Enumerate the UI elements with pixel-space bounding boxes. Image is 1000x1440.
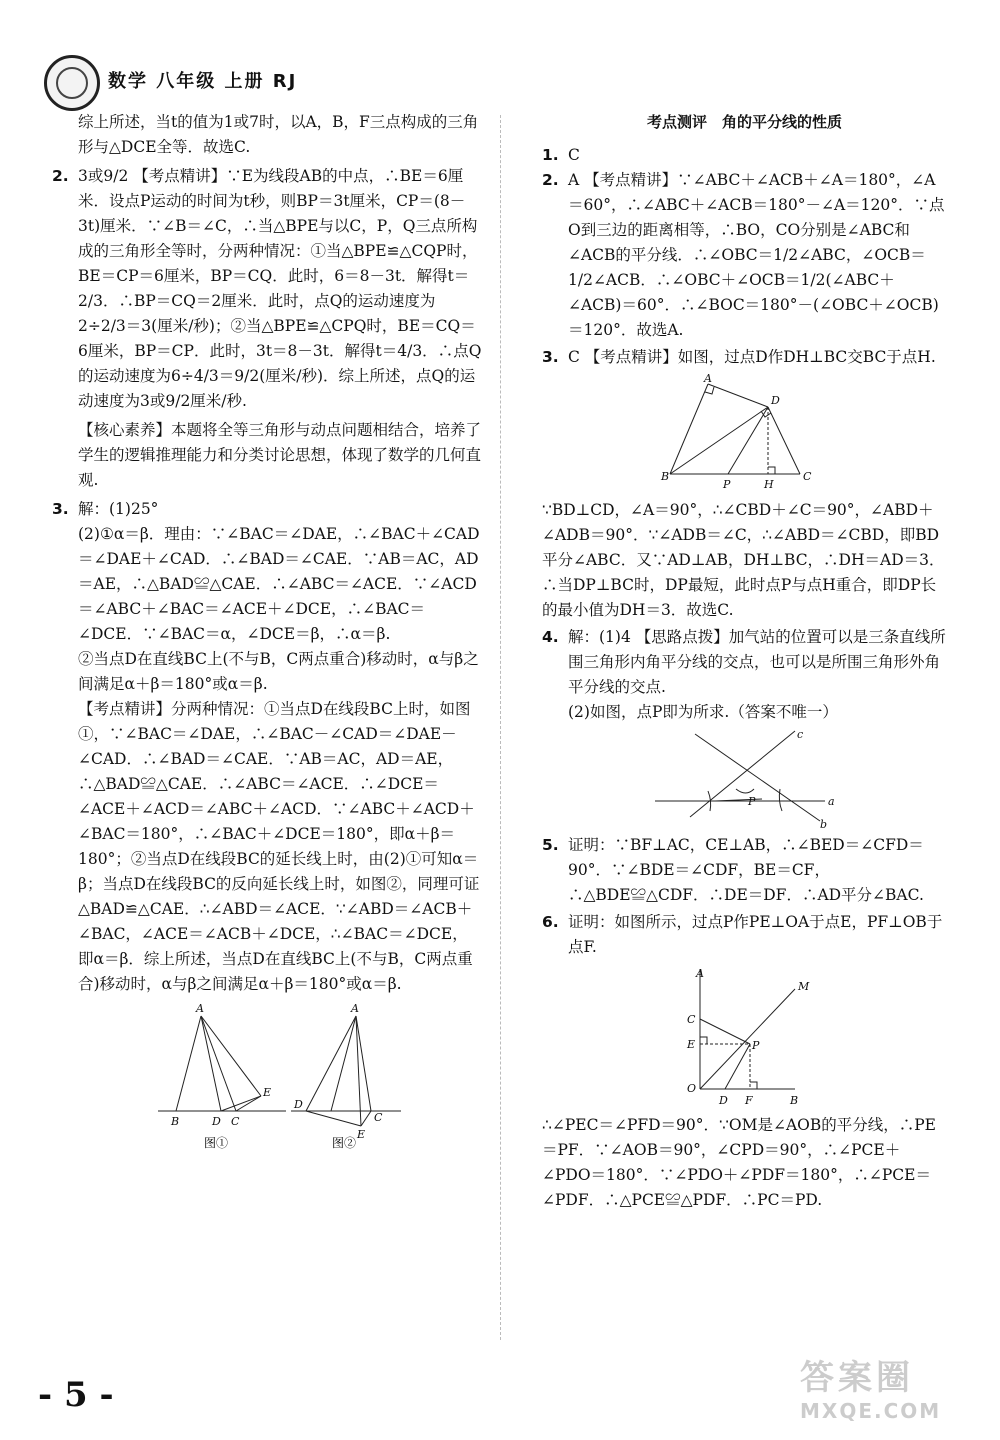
section-title: 考点测评 角的平分线的性质 (646, 113, 842, 131)
point-label: H (763, 478, 774, 491)
answer-paragraph: (2)如图，点P即为所求.（答案不唯一） (568, 703, 838, 721)
point-label: B (660, 470, 669, 483)
question-4-answer (542, 625, 947, 725)
answer-paragraph: ∵BD⊥CD，∠A＝90°，∴∠CBD＋∠C＝90°，∠ABD＋∠ADB＝90°．∵∠ADB＝∠C，∴∠ABD＝∠CBD，即BD平分∠ABC．又∵AD⊥AB，DH⊥BC，∴DH＝AD＝3．∴当DP⊥BC时，DP最短，此时点P与点H重合，即DP长的最小值为DH＝3．故选C. (542, 501, 945, 619)
question-number: 3. (542, 348, 559, 366)
point-label: B (789, 1094, 798, 1107)
question-2-answer (542, 168, 947, 343)
answer-paragraph: C 【考点精讲】如图，过点D作DH⊥BC交BC于点H. (568, 348, 936, 366)
point-label: P (747, 795, 755, 808)
point-label: E (686, 1038, 695, 1051)
point-label: E (356, 1128, 365, 1141)
point-label: D (211, 1115, 221, 1128)
figure-caption: 图① (203, 1136, 228, 1150)
answer-paragraph: 【考点精讲】分两种情况：①当点D在线段BC上时，如图①，∵∠BAC＝∠DAE，∴∠BAC－∠CAD＝∠DAE－∠CAD．∴∠BAD＝∠CAE．∵AB＝AC，AD＝AE，∴△BAD≌△CAE．∴∠ABC＝∠ACE．∴∠DCE＝∠ACE＋∠ACD＝∠ABC＋∠ACD．∵∠ABC＋∠ACD＋∠BAC＝180°，∴∠BAC＋∠DCE＝180°，即α＋β＝180°；②当点D在线段BC的延长线上时，由(2)①可知α＝β；当点D在线段BC的反向延长线上时，如图②，同理可证△BAD≌△CAE．∴∠ABD＝∠ACE．∵∠ABD＝∠ACB＋∠BAC，∠ACE＝∠ACB＋∠DCE，∴∠BAC＝∠DCE，即α＝β．综上所述，当点D在直线BC上(不与B，C两点重合)移动时，α与β之间满足α＋β＝180°或α＝β. (78, 700, 480, 993)
point-label: B (170, 1115, 179, 1128)
column-divider (500, 115, 501, 1340)
angle-bisector-figure (670, 964, 820, 1109)
point-label: D (293, 1098, 303, 1111)
point-label: O (686, 1082, 696, 1095)
point-label: C (686, 1013, 695, 1026)
header-title: 数学 八年级 上册 RJ (108, 71, 298, 92)
answer-paragraph: A 【考点精讲】∵∠ABC＋∠ACB＋∠A＝180°，∠A＝60°，∴∠ABC＋∠ACB＝180°－∠A＝120°．∵点O到三边的距离相等，∴BO，CO分别是∠ABC和∠ACB的平分线．∴∠OBC＝1/2∠ABC，∠OCB＝1/2∠ACB．∴∠OBC＋∠OCB＝1/2(∠ABC＋∠ACB)＝60°．∴∠BOC＝180°－(∠OBC＋∠OCB)＝120°．故选A. (568, 171, 945, 339)
point-label: D (770, 394, 780, 407)
figure-caption: 图② (331, 1136, 356, 1150)
question-number: 5. (542, 836, 559, 854)
point-label: E (262, 1086, 271, 1099)
answer-paragraph: ∴∠PEC＝∠PFD＝90°．∵OM是∠AOB的平分线，∴PE＝PF．∵∠AOB＝90°，∠CPD＝90°，∴∠PCE＋∠PDO＝180°．∵∠PDO＋∠PDF＝180°，∴∠PCE＝∠PDF．∴△PCE≌△PDF．∴PC＝PD. (542, 1116, 936, 1209)
point-label: c (796, 729, 803, 741)
question-1-answer (542, 143, 947, 168)
answer-paragraph: ②当点D在直线BC上(不与B，C两点重合)移动时，α与β之间满足α＋β＝180°或α＝β. (78, 650, 479, 693)
answer-paragraph: C (568, 146, 580, 164)
answer-paragraph: 综上所述，当t的值为1或7时，以A，B，F三点构成的三角形与△DCE全等．故选C. (78, 113, 479, 156)
page-header (40, 55, 960, 115)
answer-paragraph: 证明：∵BF⊥AC，CE⊥AB，∴∠BED＝∠CFD＝90°．∵∠BDE＝∠CDF，BE＝CF，∴△BDE≌△CDF．∴DE＝DF．∴AD平分∠BAC. (568, 836, 924, 904)
triangle-abc-figure (660, 374, 830, 494)
question-5-answer (542, 833, 947, 908)
point-label: M (797, 980, 809, 993)
right-column (542, 110, 947, 1213)
point-label: F (744, 1094, 753, 1107)
point-label: C (230, 1115, 239, 1128)
point-label: b (819, 818, 827, 829)
answer-paragraph: (2)①α＝β．理由：∵∠BAC＝∠DAE，∴∠BAC＋∠CAD＝∠DAE＋∠CAD．∴∠BAD＝∠CAE．∵AB＝AC，AD＝AE，∴△BAD≌△CAE．∴∠ABC＝∠ACE．∵∠ACD＝∠ABC＋∠BAC＝∠ACE＋∠DCE，∴∠BAC＝∠DCE．∵∠BAC＝α，∠DCE＝β，∴α＝β. (78, 525, 480, 643)
answer-paragraph: 解：(1)4 【思路点拨】加气站的位置可以是三条直线所围三角形内角平分线的交点，也可以是所围三角形外角平分线的交点. (568, 628, 946, 696)
point-label: A (695, 967, 704, 980)
question-number: 6. (542, 913, 559, 931)
question-number: 2. (542, 171, 559, 189)
three-lines-figure (650, 729, 840, 829)
page-number: - 5 - (38, 1375, 114, 1415)
point-label: A (195, 1002, 204, 1015)
watermark-url: MXQE.COM (800, 1399, 942, 1423)
answer-paragraph: 3或9/2 【考点精讲】∵E为线段AB的中点，∴BE＝6厘米．设点P运动的时间为t秒，则BP＝3t厘米，CP＝(8－3t)厘米．∵∠B＝∠C，∴当△BPE与以C，P，Q三点所构成的三角形全等时，分两种情况：①当△BPE≌△CQP时，BE＝CP＝6厘米，BP＝CQ．此时，6＝8－3t．解得t＝2/3．∴BP＝CQ＝2厘米．此时，点Q的运动速度为2÷2/3＝3(厘米/秒)；②当△BPE≌△CPQ时，BE＝CQ＝6厘米，BP＝CP．此时，3t＝8－3t．解得t＝4/3．∴点Q的运动速度为6÷4/3＝9/2(厘米/秒)．综上所述，点Q的运动速度为3或9/2厘米/秒. (78, 167, 482, 410)
question-number: 4. (542, 628, 559, 646)
point-label: P (722, 478, 730, 491)
point-label: P (751, 1039, 759, 1052)
watermark-text: 答案圈 (800, 1358, 914, 1398)
answer-paragraph: 解：(1)25° (78, 500, 159, 518)
book-logo-icon (44, 55, 100, 111)
core-literacy-note: 【核心素养】本题将全等三角形与动点问题相结合，培养了学生的逻辑推理能力和分类讨论思想，体现了数学的几何直观. (78, 421, 482, 489)
question-6-answer (542, 910, 947, 960)
point-label: A (350, 1002, 359, 1015)
question-2-answer (52, 164, 483, 414)
triangle-figures-1-2 (156, 1001, 406, 1151)
answer-paragraph: 证明：如图所示，过点P作PE⊥OA于点E，PF⊥OB于点F. (568, 913, 943, 956)
question-3-answer (52, 497, 483, 997)
question-number: 1. (542, 146, 559, 164)
question-number: 3. (52, 500, 69, 518)
point-label: C (802, 470, 811, 483)
point-label: a (827, 795, 835, 808)
watermark-logo (800, 1350, 941, 1423)
question-3-answer (542, 345, 947, 370)
point-label: C (373, 1111, 382, 1124)
point-label: A (703, 374, 712, 385)
question-number: 2. (52, 167, 69, 185)
left-column (52, 110, 483, 1155)
point-label: D (718, 1094, 728, 1107)
